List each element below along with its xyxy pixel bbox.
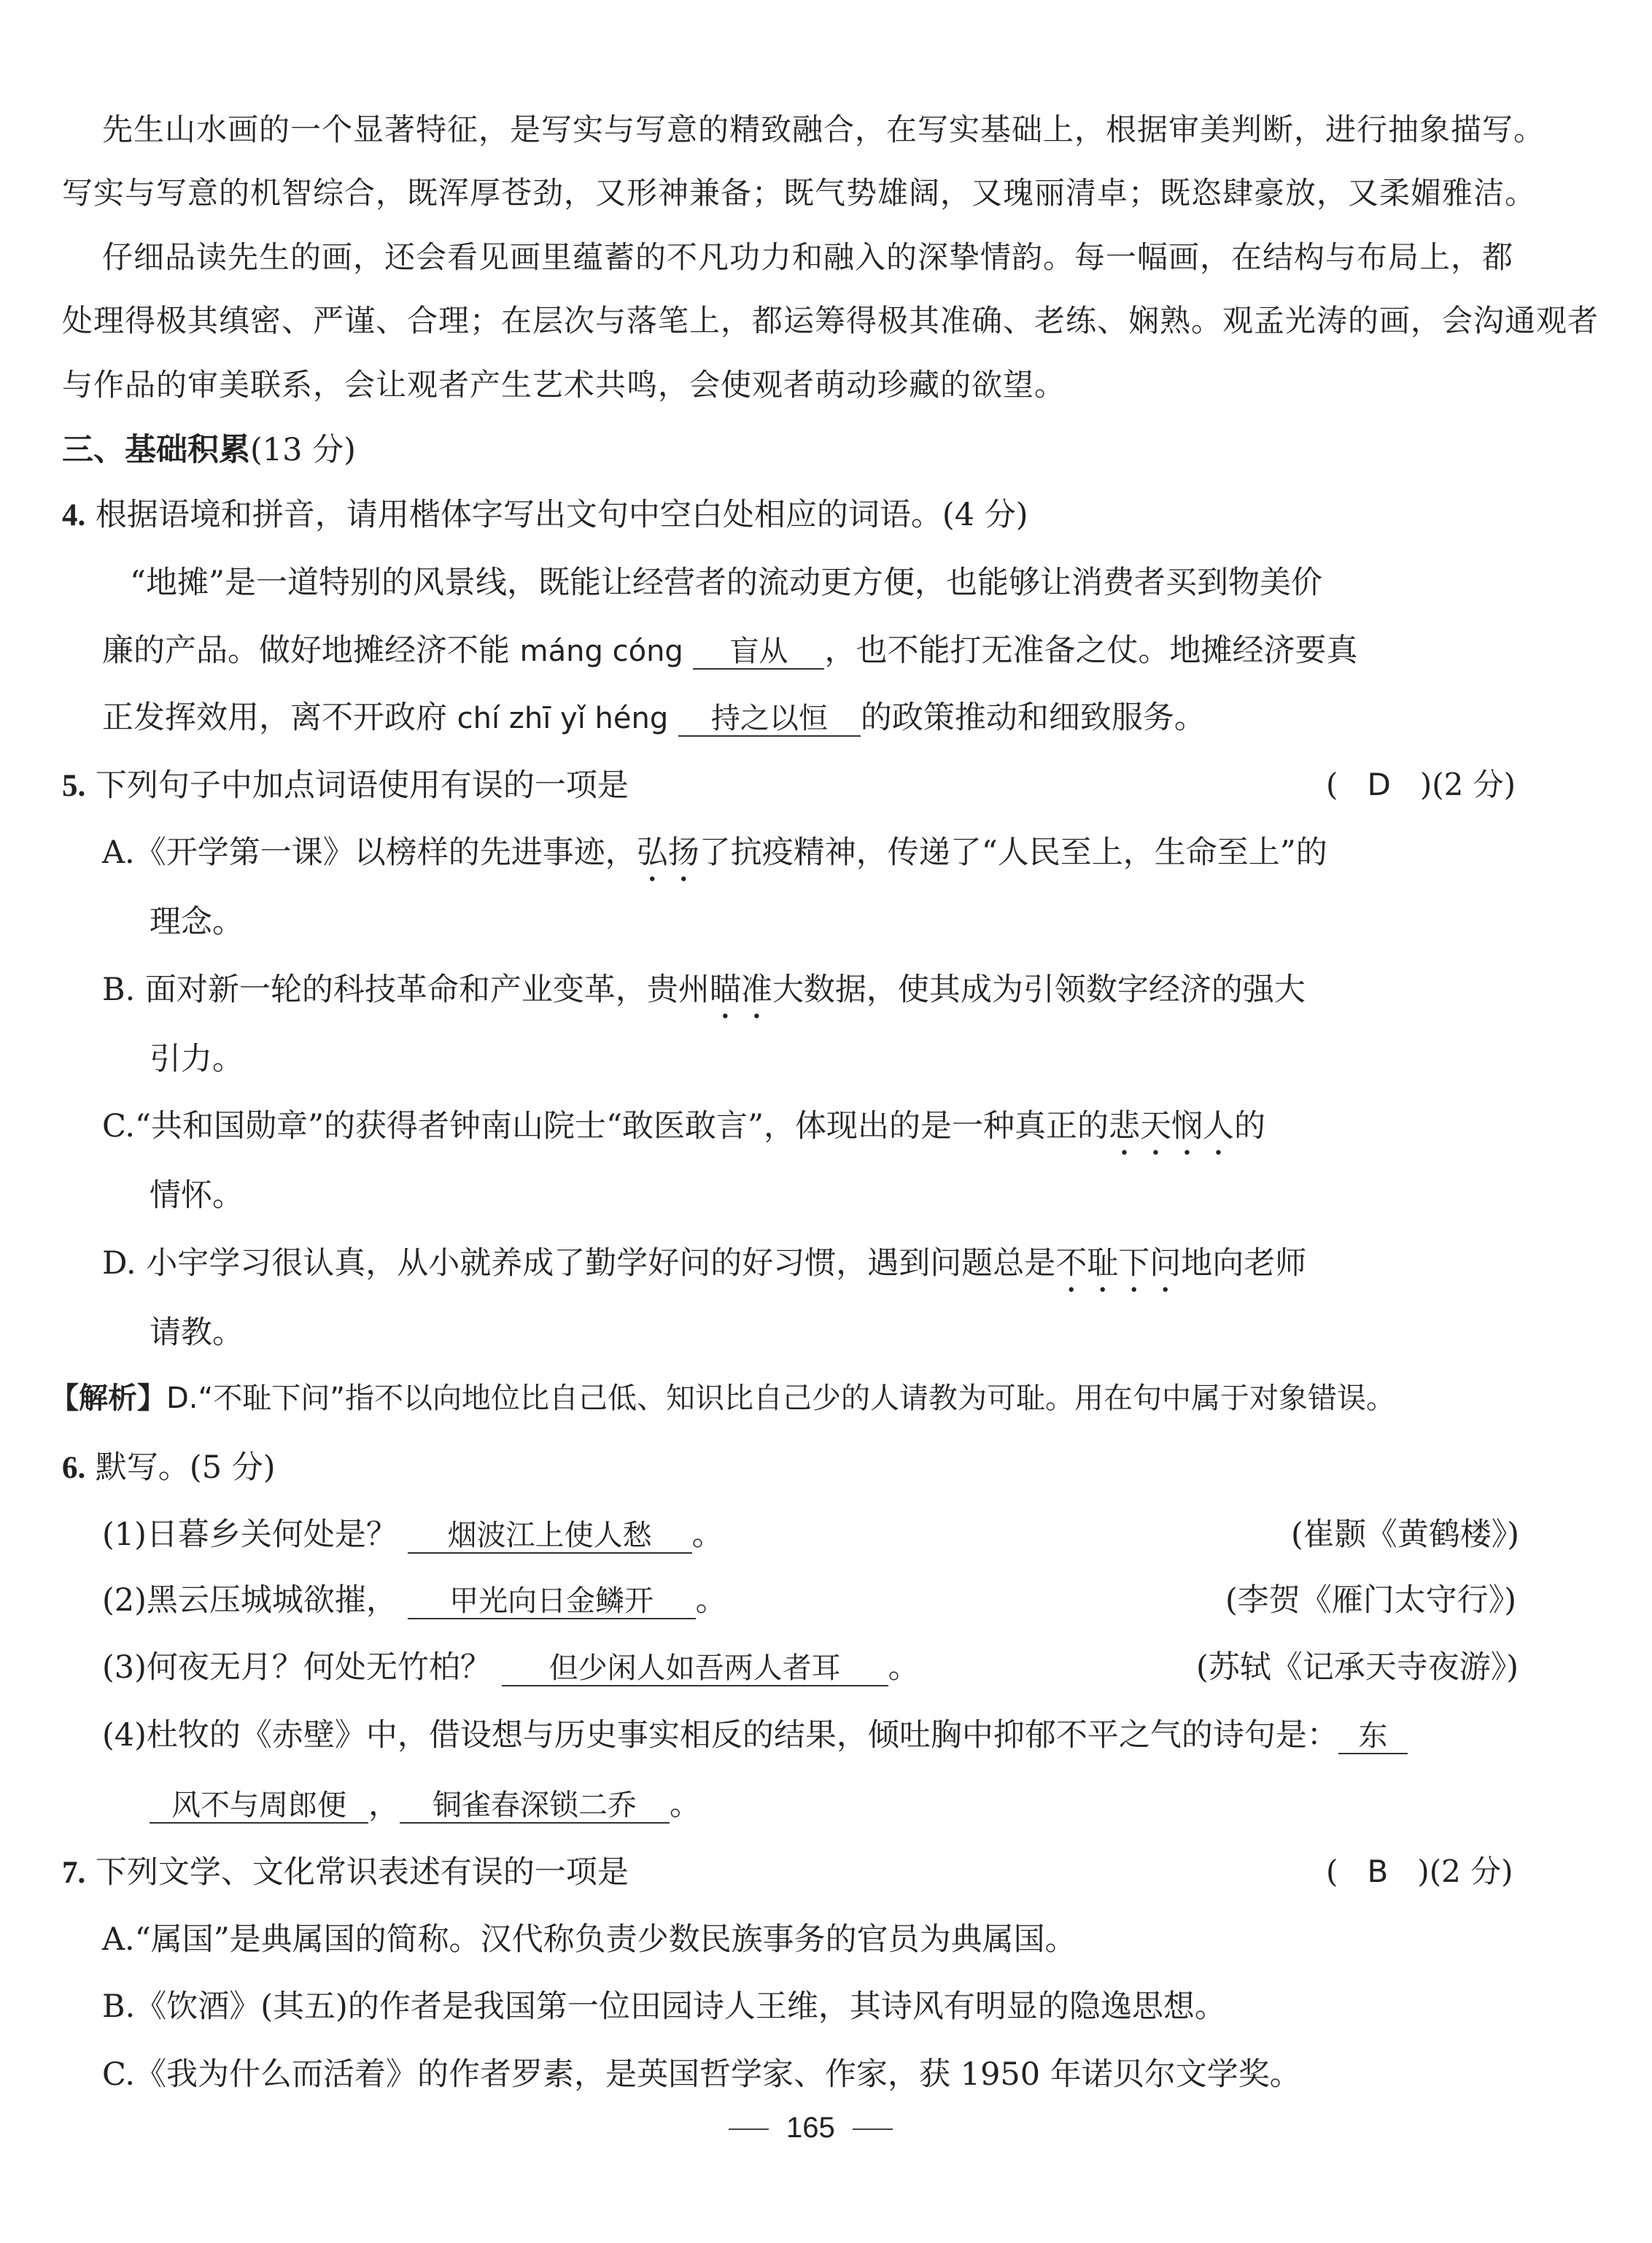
passage-line-4: 处理得极其缜密、严谨、合理；在层次与落笔上，都运筹得极其准确、老练、娴熟。观孟光涛的画，会沟通观者	[62, 303, 1599, 338]
item-end: 。	[888, 1649, 920, 1686]
dotted-word: 弘扬	[636, 834, 699, 871]
q5-option-c	[102, 1101, 1265, 1163]
question-stem: 下列句子中加点词语使用有误的一项是	[95, 767, 629, 804]
answer-blank-part: 东	[1338, 1719, 1408, 1754]
q6-item-4-cont	[150, 1780, 701, 1824]
item-end: 。	[691, 1516, 724, 1553]
q5-option-b-cont: 引力。	[150, 1041, 244, 1077]
option-text: 大数据，使其成为引领数字经济的强大	[772, 972, 1306, 1008]
option-text: A.《开学第一课》以榜样的先进事迹，	[102, 834, 637, 871]
dotted-word: 悲天悯人	[1108, 1108, 1234, 1144]
dotted-word: 不耻下问	[1055, 1245, 1182, 1282]
score: (2 分)	[1429, 1853, 1513, 1889]
q6-source-3: (苏轼《记承天寺夜游》)	[1196, 1649, 1519, 1686]
page-number-text: 165	[786, 2112, 835, 2144]
item-end: 。	[695, 1582, 727, 1619]
item-prompt: (3)何夜无月？何处无竹柏？	[102, 1649, 492, 1686]
dash-left	[729, 2128, 769, 2130]
item-prompt: (1)日暮乡关何处是？	[102, 1516, 398, 1553]
section-title: 三、基础积累	[62, 432, 250, 468]
question-stem: 默写。(5 分)	[95, 1449, 276, 1486]
q4-line-3-a: 正发挥效用，离不开政府	[102, 700, 447, 736]
option-text: B. 面对新一轮的科技革命和产业变革，贵州	[102, 972, 710, 1008]
q4-line-2-a: 廉的产品。做好地摊经济不能	[102, 632, 510, 669]
dotted-word: 瞄准	[709, 972, 772, 1008]
pinyin-1: máng cóng	[519, 635, 683, 668]
passage-line-5: 与作品的审美联系，会让观者产生艺术共鸣，会使观者萌动珍藏的欲望。	[62, 367, 1066, 403]
q5-answer-paren: ( D )(2 分)	[1326, 767, 1516, 802]
analysis-text: D.“不耻下问”指不以向地位比自己低、知识比自己少的人请教为可耻。用在句中属于对象错误。	[166, 1382, 1395, 1415]
option-text: C.“共和国勋章”的获得者钟南山院士“敢医敢言”，体现出的是一种真正的	[102, 1108, 1109, 1144]
question-number: 7.	[62, 1856, 86, 1890]
answer-letter: D	[1367, 767, 1391, 802]
q5-option-b	[102, 965, 1306, 1026]
option-text: D. 小宇学习很认真，从小就养成了勤学好问的好习惯，遇到问题总是	[102, 1245, 1056, 1282]
question-number: 6.	[62, 1451, 86, 1485]
page-number	[711, 2112, 910, 2145]
question-stem: 下列文学、文化常识表述有误的一项是	[95, 1854, 629, 1891]
section-heading	[62, 425, 356, 470]
q6-item-2	[102, 1576, 727, 1620]
q5-option-c-cont: 情怀。	[150, 1177, 244, 1214]
q5-option-d	[102, 1239, 1306, 1300]
passage-line-3: 仔细品读先生的画，还会看见画里蕴蓄的不凡功力和融入的深挚情韵。每一幅画，在结构与布局上，都	[102, 239, 1514, 275]
question-stem: 根据语境和拼音，请用楷体字写出文句中空白处相应的词语。(4 分)	[95, 497, 1028, 533]
analysis-tag: 【解析】	[50, 1382, 166, 1415]
question-number: 5.	[62, 769, 86, 803]
answer-blank: 甲光向日金鳞开	[408, 1584, 696, 1619]
q5-option-d-cont: 请教。	[150, 1314, 244, 1351]
q7-stem	[62, 1848, 629, 1892]
item-end: 。	[670, 1786, 701, 1823]
q4-line-2-b: ，也不能打无准备之仗。地摊经济要真	[824, 632, 1358, 669]
answer-blank-1: 盲从	[693, 635, 824, 670]
separator: ，	[368, 1786, 400, 1823]
passage-line-2: 写实与写意的机智综合，既浑厚苍劲，又形神兼备；既气势雄阔，又瑰丽清卓；既恣肆豪放，又柔媚雅洁。	[62, 175, 1537, 211]
item-prompt: (4)杜牧的《赤壁》中，借设想与历史事实相反的结果，倾吐胸中抑郁不平之气的诗句是：	[102, 1717, 1338, 1754]
q6-item-1	[102, 1510, 724, 1554]
q6-source-1: (崔颢《黄鹤楼》)	[1291, 1516, 1520, 1553]
q7-option-b: B.《饮酒》(其五)的作者是我国第一位田园诗人王维，其诗风有明显的隐逸思想。	[102, 1988, 1226, 2025]
option-text: 了抗疫精神，传递了“人民至上，生命至上”的	[699, 834, 1327, 871]
q4-line-3	[102, 693, 1206, 737]
q4-stem	[62, 490, 1028, 535]
answer-letter: B	[1367, 1853, 1389, 1889]
q5-stem	[62, 761, 629, 805]
answer-blank-2: 持之以恒	[678, 702, 861, 737]
answer-blank: 铜雀春深锁二乔	[400, 1789, 670, 1824]
q4-line-2	[102, 626, 1357, 670]
score: (2 分)	[1432, 767, 1516, 802]
passage-line-1: 先生山水画的一个显著特征，是写实与写意的精致融合，在写实基础上，根据审美判断，进行抽象描写。	[102, 112, 1546, 147]
q4-line-3-b: 的政策推动和细致服务。	[860, 700, 1206, 736]
answer-blank: 烟波江上使人愁	[408, 1519, 692, 1554]
dash-right	[853, 2128, 893, 2130]
q5-option-a	[102, 828, 1327, 889]
q5-analysis	[50, 1375, 1395, 1417]
answer-blank-part: 风不与周郎便	[150, 1789, 368, 1824]
q6-stem	[62, 1443, 276, 1487]
q4-line-1: “地摊”是一道特别的风景线，既能让经营者的流动更方便，也能够让消费者买到物美价	[130, 565, 1322, 601]
q6-item-4	[102, 1711, 1408, 1755]
q7-option-a: A.“属国”是典属国的简称。汉代称负责少数民族事务的官员为典属国。	[102, 1921, 1077, 1958]
q6-item-3	[102, 1643, 920, 1687]
section-score: (13 分)	[250, 432, 356, 468]
item-prompt: (2)黑云压城城欲摧，	[102, 1582, 398, 1619]
q5-option-a-cont: 理念。	[150, 904, 244, 940]
option-text: 地向老师	[1181, 1245, 1307, 1282]
q7-option-c: C.《我为什么而活着》的作者罗素，是英国哲学家、作家，获 1950 年诺贝尔文学奖。	[102, 2056, 1301, 2093]
option-text: 的	[1233, 1108, 1265, 1144]
question-number: 4.	[62, 498, 86, 532]
q7-answer-paren: ( B )(2 分)	[1326, 1853, 1513, 1889]
answer-blank: 但少闲人如吾两人者耳	[502, 1651, 888, 1686]
pinyin-2: chí zhī yǐ héng	[457, 702, 669, 735]
q6-source-2: (李贺《雁门太守行》)	[1225, 1582, 1517, 1619]
